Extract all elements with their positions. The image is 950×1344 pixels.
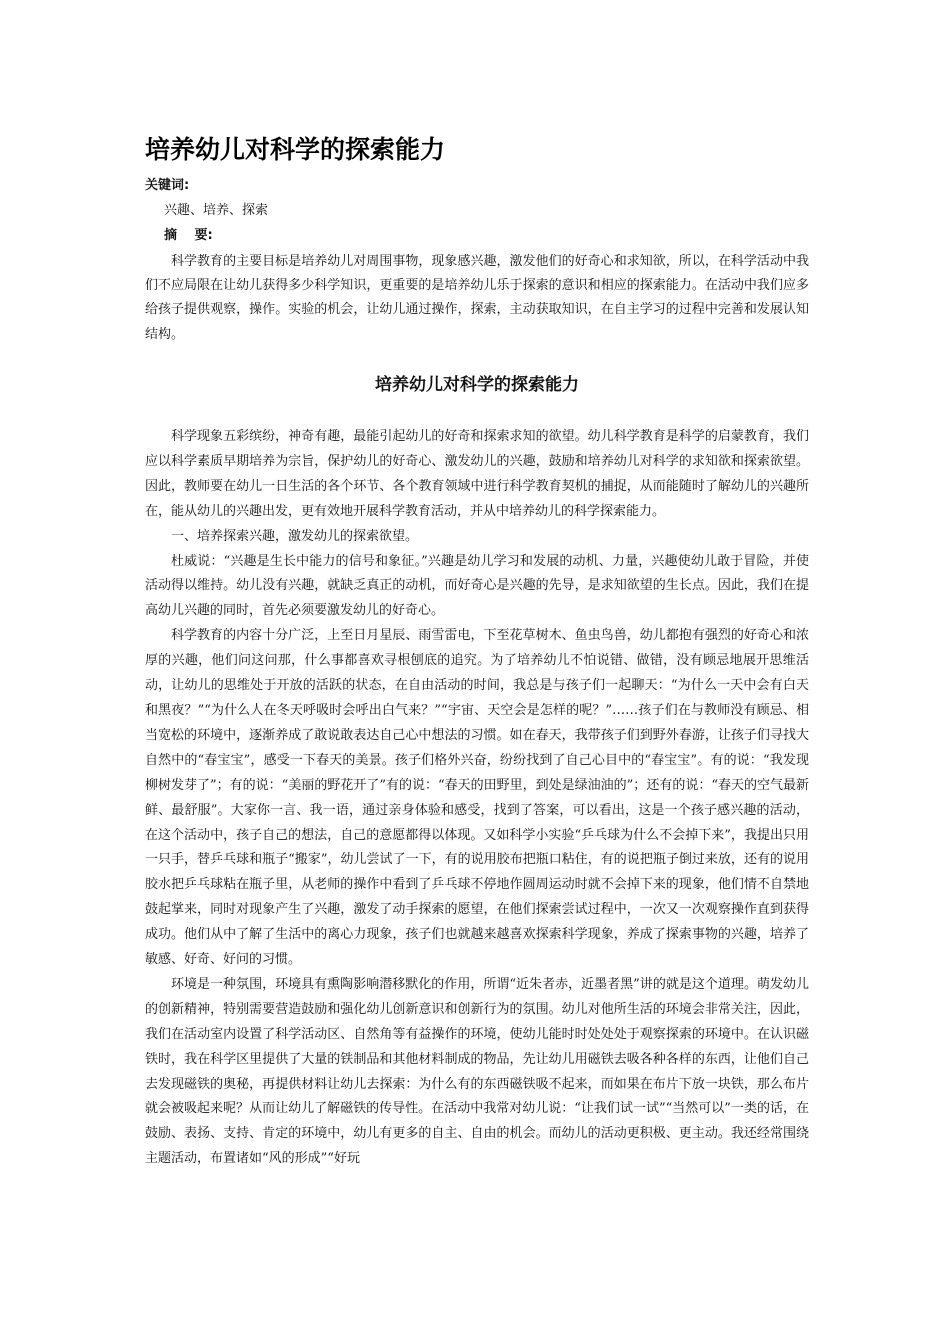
paragraph-dewey: 杜威说：“兴趣是生长中能力的信号和象征。”兴趣是幼儿学习和发展的动机、力量，兴趣使幼儿敢于冒险，并使活动得以维持。幼儿没有兴趣，就缺乏真正的动机，而好奇心是兴趣的先导，是求知欲望的生长点。因此，我们在提高幼儿兴趣的同时，首先必须要激发幼儿的好奇心。 [145,553,809,619]
section-title: 培养幼儿对科学的探索能力 [375,375,579,395]
abstract-label: 摘 要: [164,228,213,243]
keywords-label: 关键词: [145,178,190,193]
paragraph-intro: 科学现象五彩缤纷，神奇有趣，最能引起幼儿的好奇和探索求知的欲望。幼儿科学教育是科学的启蒙教育，我们应以科学素质早期培养为宗旨，保护幼儿的好奇心、激发幼儿的兴趣，鼓励和培养幼儿对科学的求知欲和探索欲望。因此，教师要在幼儿一日生活的各个环节、各个教育领域中进行科学教育契机的捕捉，从而能随时了解幼儿的兴趣所在，能从幼儿的兴趣出发，更有效地开展科学教育活动，并从中培养幼儿的科学探索能力。 [145,429,809,519]
document-title: 培养幼儿对科学的探索能力 [145,135,446,164]
paragraph-environment: 环境是一种氛围，环境具有熏陶影响潜移默化的作用，所谓“近朱者赤，近墨者黑”讲的就是这个道理。萌发幼儿的创新精神，特别需要营造鼓励和强化幼儿创新意识和创新行为的氛围。幼儿对他所生活的环境会非常关注，因此，我们在活动室内设置了科学活动区、自然角等有益操作的环境，使幼儿能时时处处处于观察探索的环境中。在认识磁铁时，我在科学区里提供了大量的铁制品和其他材料制成的物品，先让幼儿用磁铁去吸各种各样的东西，让他们自己去发现磁铁的奥秘，再提供材料让幼儿去探索：为什么有的东西磁铁吸不起来，而如果在布片下放一块铁，那么布片就会被吸起来呢？从而让幼儿了解磁铁的传导性。在活动中我常对幼儿说：“让我们试一试”“当然可以”一类的话，在鼓励、表扬、支持、肯定的环境中，幼儿有更多的自主、自由的机会。而幼儿的活动更积极、更主动。我还经常围绕主题活动，布置诸如“风的形成”“好玩 [145,976,809,1167]
article-body [145,425,809,1172]
keywords-value: 兴趣、培养、探索 [164,203,269,218]
paragraph-science-content: 科学教育的内容十分广泛，上至日月星辰、雨雪雷电，下至花草树木、鱼虫鸟兽，幼儿都抱有强烈的好奇心和浓厚的兴趣，他们问这问那，什么事都喜欢寻根刨底的追究。为了培养幼儿不怕说错、做错，没有顾忌地展开思维活动，让幼儿的思维处于开放的活跃的状态，在自由活动的时间，我总是与孩子们一起聊天：“为什么一天中会有白天和黑夜？”“为什么人在冬天呼吸时会呼出白气来？”“宇宙、天空会是怎样的呢？”……孩子们在与教师没有顾忌、相当宽松的环境中，逐渐养成了敢说敢表达自己心中想法的习惯。如在春天，我带孩子们到野外春游，让孩子们寻找大自然中的“春宝宝”，感受一下春天的美景。孩子们格外兴奋，纷纷找到了自己心目中的“春宝宝”。有的说：“我发现柳树发芽了”；有的说：“美丽的野花开了”有的说：“春天的田野里，到处是绿油油的”；还有的说：“春天的空气最新鲜、最舒服”。大家你一言、我一语，通过亲身体验和感受，找到了答案，可以看出，这是一个孩子感兴趣的活动，在这个活动中，孩子自己的想法，自己的意愿都得以体现。又如科学小实验“乒乓球为什么不会掉下来”，我提出只用一只手，替乒乓球和瓶子“搬家”，幼儿尝试了一下，有的说用胶布把瓶口粘住，有的说把瓶子倒过来放，还有的说用胶水把乒乓球粘在瓶子里，从老师的操作中看到了乒乓球不停地作圆周运动时就不会掉下来的现象，他们情不自禁地鼓起掌来，同时对现象产生了兴趣，激发了动手探索的愿望，在他们探索尝试过程中，一次又一次观察操作直到获得成功。他们从中了解了生活中的离心力现象，孩子们也就越来越喜欢探索科学现象，养成了探索事物的兴趣，培养了敏感、好奇、好问的习惯。 [145,628,809,968]
document-page [145,0,809,1344]
abstract-text: 科学教育的主要目标是培养幼儿对周围事物，现象感兴趣，激发他们的好奇心和求知欲，所以，在科学活动中我们不应局限在让幼儿获得多少科学知识，更重要的是培养幼儿乐于探索的意识和相应的探索能力。在活动中我们应多给孩子提供观察，操作。实验的机会，让幼儿通过操作，探索，主动获取知识，在自主学习的过程中完善和发展认知结构。 [145,254,809,342]
heading-part-one: 一、培养探索兴趣，激发幼儿的探索欲望。 [171,528,419,544]
